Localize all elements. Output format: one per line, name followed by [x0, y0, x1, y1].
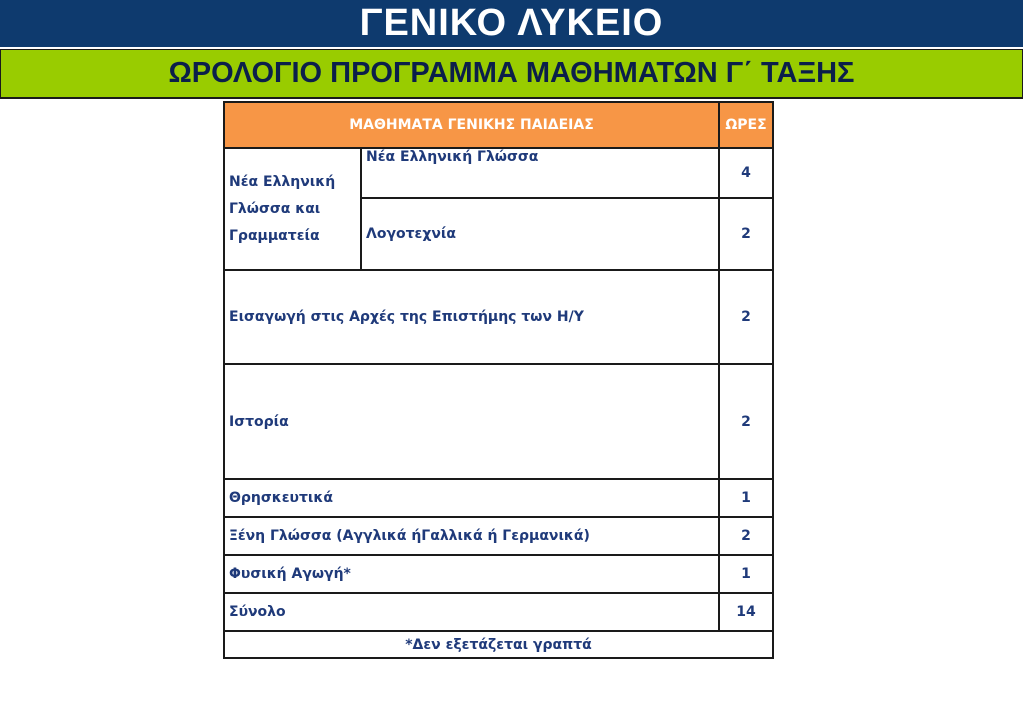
table-row: [224, 364, 773, 479]
hours-cell: 2: [719, 270, 773, 364]
table-row: [224, 148, 773, 198]
subject-cell: Λογοτεχνία: [361, 198, 719, 270]
total-row: [224, 593, 773, 631]
subject-cell: Φυσική Αγωγή*: [224, 555, 719, 593]
subject-cell: Ξένη Γλώσσα (Αγγλικά ήΓαλλικά ή Γερμανικά): [224, 517, 719, 555]
subject-cell: Εισαγωγή στις Αρχές της Επιστήμης των Η/Υ: [224, 270, 719, 364]
total-hours: 14: [719, 593, 773, 631]
subjects-header: ΜΑΘΗΜΑΤΑ ΓΕΝΙΚΗΣ ΠΑΙΔΕΙΑΣ: [224, 102, 719, 148]
hours-cell: 1: [719, 555, 773, 593]
hours-cell: 2: [719, 198, 773, 270]
table-row: [224, 270, 773, 364]
table-row: [224, 479, 773, 517]
group-label: Νέα Ελληνική Γλώσσα και Γραμματεία: [224, 148, 361, 270]
page-title: ΓΕΝΙΚΟ ΛΥΚΕΙΟ: [0, 0, 1023, 47]
page-subtitle: ΩΡΟΛΟΓΙΟ ΠΡΟΓΡΑΜΜΑ ΜΑΘΗΜΑΤΩΝ Γ΄ ΤΑΞΗΣ: [0, 49, 1023, 99]
table-row: [224, 517, 773, 555]
table-row: [224, 555, 773, 593]
subject-cell: Θρησκευτικά: [224, 479, 719, 517]
table-header-row: [224, 102, 773, 148]
subject-cell: Νέα Ελληνική Γλώσσα: [361, 148, 719, 198]
hours-cell: 2: [719, 364, 773, 479]
hours-cell: 1: [719, 479, 773, 517]
hours-header: ΩΡΕΣ: [719, 102, 773, 148]
subject-cell: Ιστορία: [224, 364, 719, 479]
hours-cell: 4: [719, 148, 773, 198]
total-label: Σύνολο: [224, 593, 719, 631]
hours-cell: 2: [719, 517, 773, 555]
footnote-row: [224, 631, 773, 658]
schedule-table: [223, 101, 774, 659]
footnote: *Δεν εξετάζεται γραπτά: [224, 631, 773, 658]
